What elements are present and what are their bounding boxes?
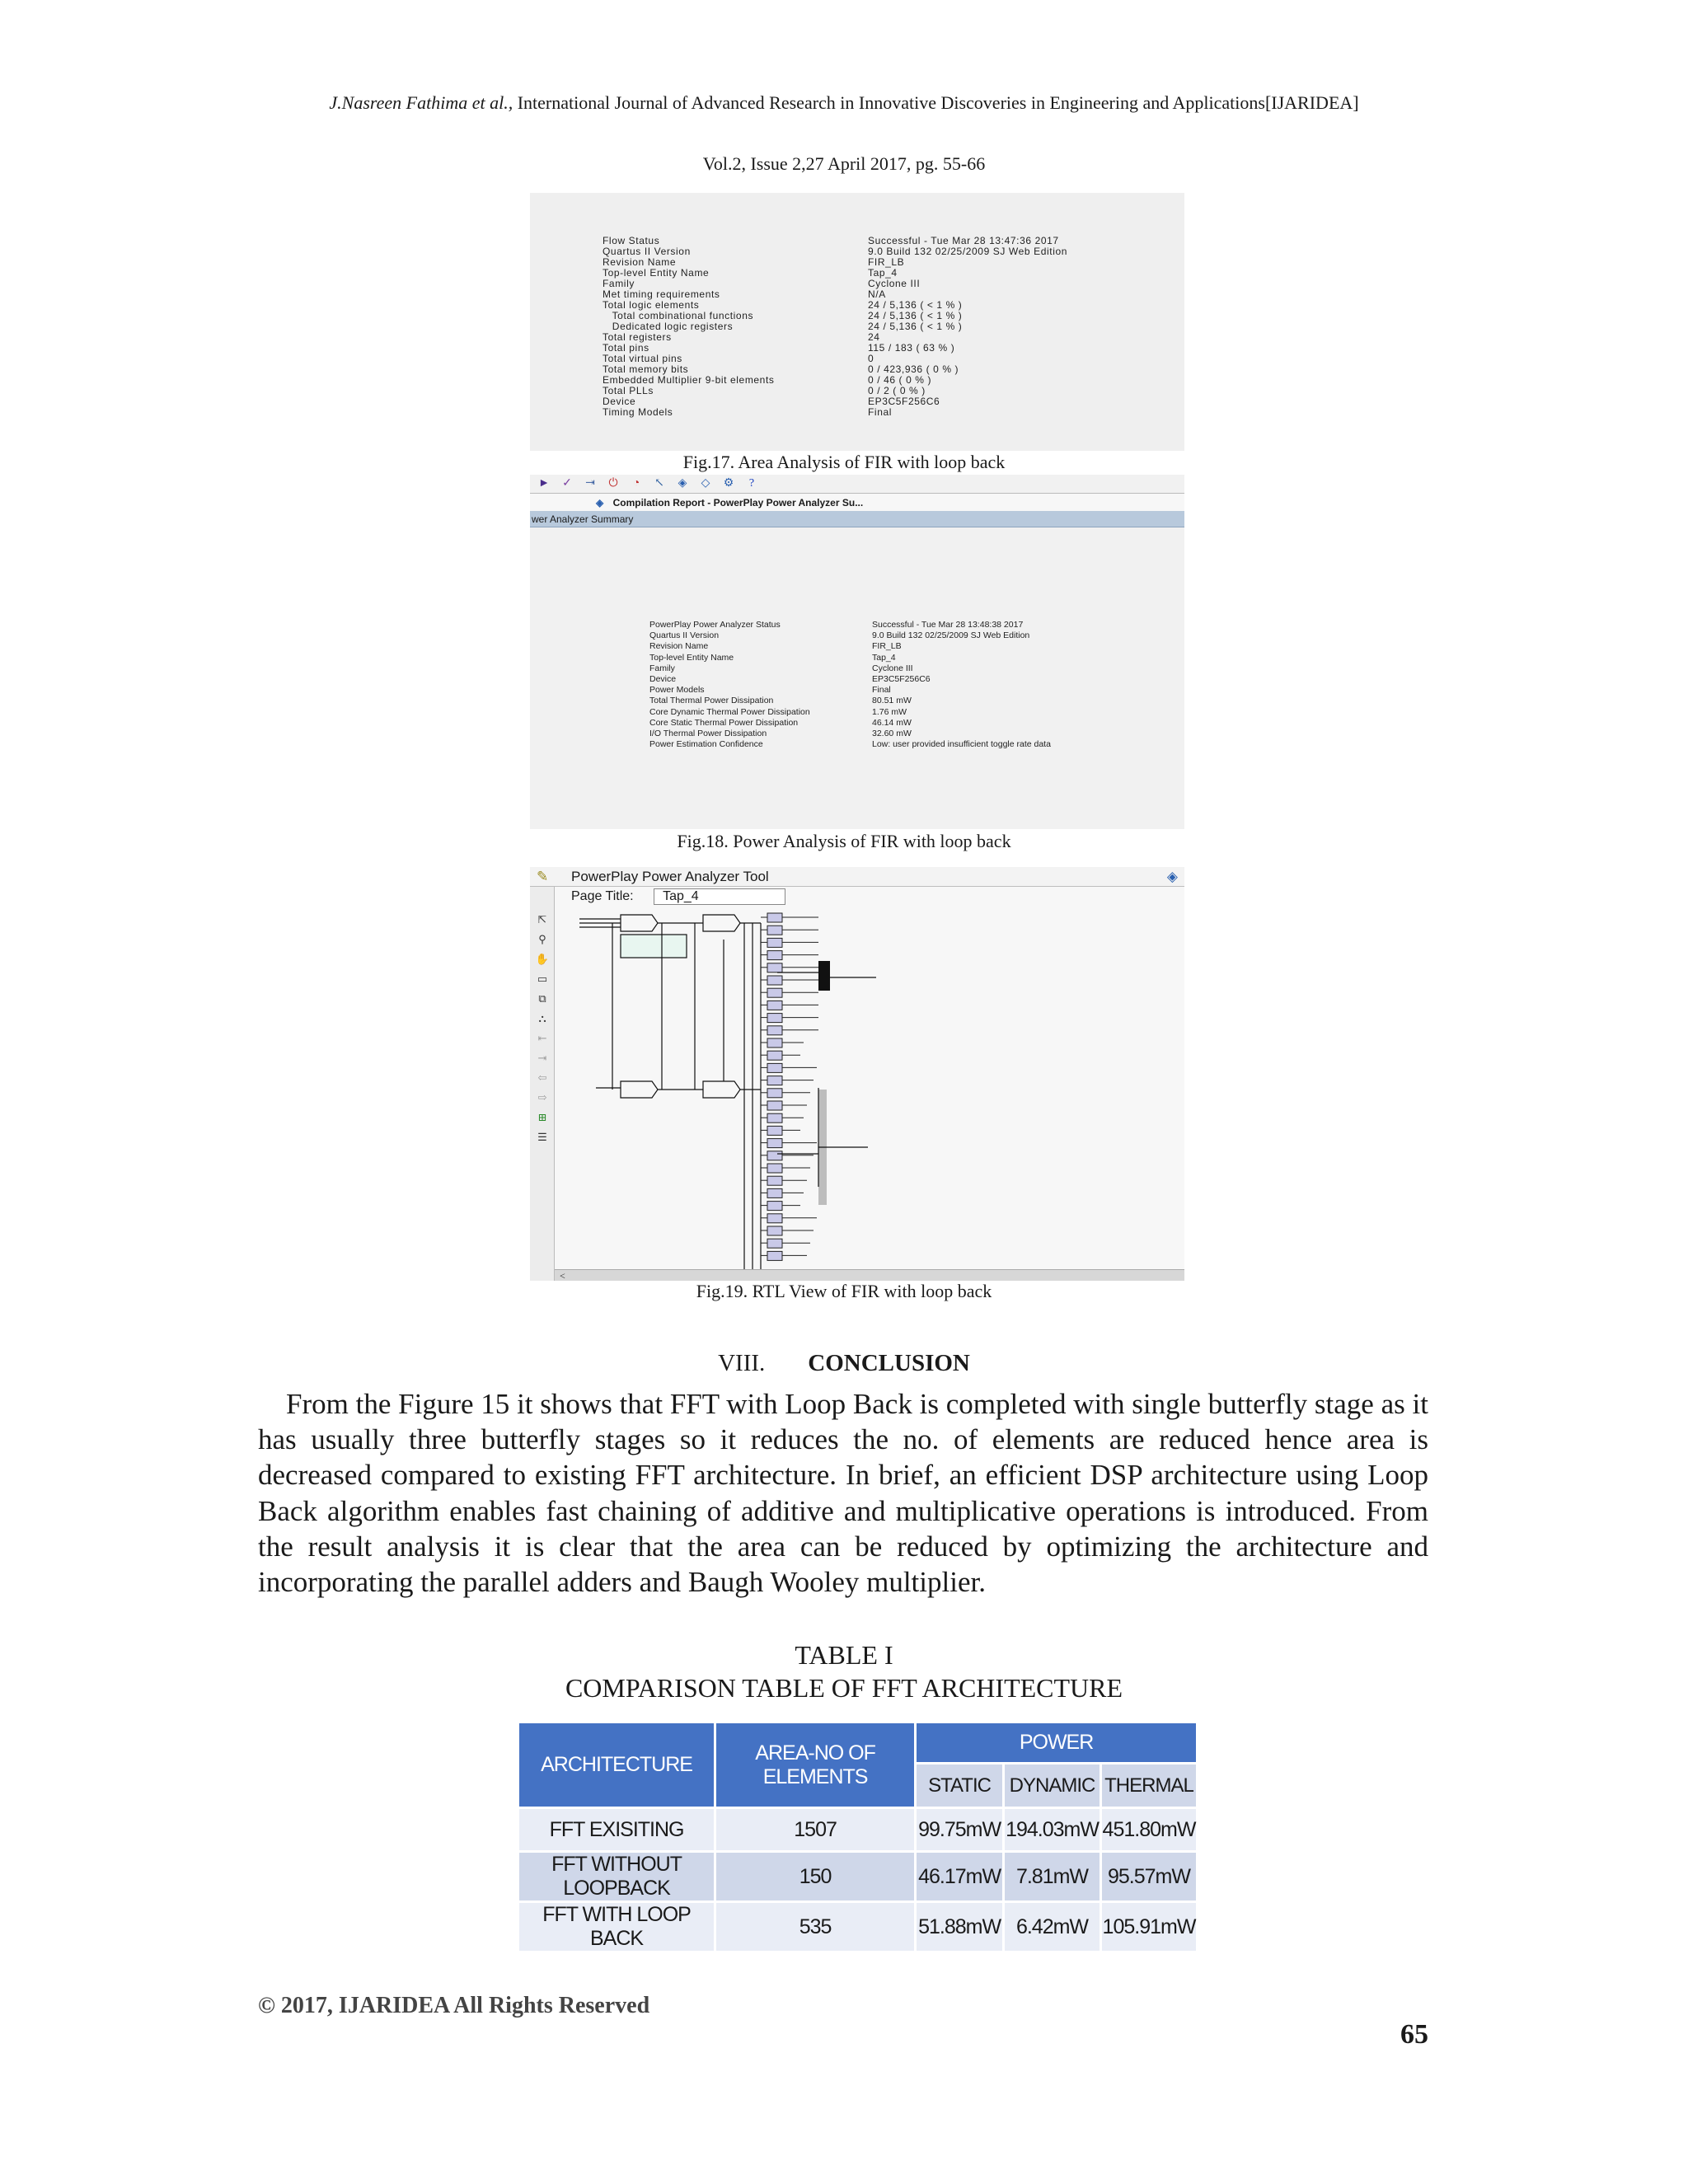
register-block — [767, 1026, 782, 1035]
table-row — [518, 1902, 1198, 1952]
register-block — [767, 1139, 782, 1148]
comparison-table — [517, 1721, 1198, 1953]
chip-icon[interactable]: ◈ — [678, 477, 687, 490]
register-block — [767, 1126, 782, 1135]
report-value: 24 / 5,136 ( < 1 % ) — [868, 321, 963, 332]
cell-area: 535 — [715, 1902, 916, 1952]
report-icon: ◈ — [596, 497, 604, 509]
report-row — [603, 289, 1181, 300]
register-block — [767, 951, 782, 960]
report-row — [649, 729, 1169, 739]
report-key: Device — [603, 396, 636, 407]
forward-icon[interactable]: ⇥ — [537, 1052, 547, 1064]
fig19-caption: Fig.19. RTL View of FIR with loop back — [696, 1281, 992, 1301]
report-row — [603, 311, 1181, 321]
horizontal-scrollbar[interactable] — [555, 1269, 1184, 1281]
table-title: COMPARISON TABLE OF FFT ARCHITECTURE — [565, 1673, 1123, 1703]
report-key: Revision Name — [603, 257, 677, 268]
report-row — [603, 279, 1181, 289]
power-summary-bar: wer Analyzer Summary — [530, 511, 1184, 527]
compilation-report-tab[interactable] — [530, 493, 1184, 511]
cell-area: 150 — [715, 1852, 916, 1902]
register-block — [767, 1151, 782, 1160]
report-key: Power Estimation Confidence — [649, 739, 763, 750]
register-block — [767, 1214, 782, 1223]
table-label: TABLE I — [795, 1640, 893, 1670]
register-column — [761, 913, 818, 1260]
report-value: 32.60 mW — [872, 729, 912, 739]
zoom-tool-icon[interactable]: ⚲ — [538, 933, 546, 945]
adder-block — [621, 1081, 658, 1098]
timer-icon[interactable]: ◔ — [632, 477, 640, 490]
report-value: 115 / 183 ( 63 % ) — [868, 343, 955, 354]
report-key: Quartus II Version — [649, 630, 720, 641]
report-row — [603, 407, 1181, 418]
hand-tool-icon[interactable]: ✋ — [535, 953, 550, 965]
report-value: 46.14 mW — [872, 717, 912, 728]
register-block — [767, 1251, 782, 1260]
report-row — [603, 321, 1181, 332]
cell-thermal: 451.80mW — [1100, 1808, 1197, 1852]
tool-icon[interactable]: ⚙ — [723, 477, 734, 490]
report-value: FIR_LB — [868, 257, 905, 268]
running-header — [247, 91, 1441, 115]
adder-block — [621, 915, 658, 931]
conclusion-paragraph — [258, 1386, 1428, 1600]
report-row — [603, 236, 1181, 246]
report-key: Core Static Thermal Power Dissipation — [649, 717, 799, 728]
check-icon[interactable]: ✓ — [562, 477, 572, 490]
report-value: 9.0 Build 132 02/25/2009 SJ Web Edition — [872, 630, 1030, 641]
register-block — [767, 1239, 782, 1248]
page-title-label: Page Title: — [571, 889, 634, 903]
fig17-area-report — [530, 193, 1184, 451]
tab-label: Compilation Report - PowerPlay Power Analyzer Su... — [612, 497, 864, 509]
pencil-icon: ✎ — [537, 869, 549, 884]
window-icon[interactable]: ⧉ — [538, 992, 546, 1005]
run-icon[interactable]: ► — [538, 477, 550, 490]
report-value: Successful - Tue Mar 28 13:48:38 2017 — [872, 620, 1024, 630]
register-block — [767, 1101, 782, 1110]
report-row — [649, 696, 1169, 706]
register-block — [767, 1063, 782, 1072]
report-value: Cyclone III — [868, 279, 921, 289]
table-row — [518, 1808, 1198, 1852]
cell-architecture: FFT WITH LOOP BACK — [518, 1902, 715, 1952]
header-authors: J.Nasreen Fathima et al., — [329, 92, 513, 113]
cell-dynamic: 194.03mW — [1004, 1808, 1101, 1852]
col-header-static: STATIC — [916, 1764, 1004, 1808]
report-row — [649, 674, 1169, 685]
report-row — [603, 257, 1181, 268]
report-key: Met timing requirements — [603, 289, 720, 300]
report-row — [603, 375, 1181, 386]
report-value: 80.51 mW — [872, 696, 912, 706]
register-block — [767, 913, 782, 922]
report-row — [603, 268, 1181, 279]
cell-thermal: 95.57mW — [1100, 1852, 1197, 1902]
rtl-tool-palette — [530, 887, 555, 1281]
report-row — [649, 685, 1169, 696]
help-icon[interactable]: ? — [748, 477, 755, 490]
hierarchy-icon[interactable]: ⛬ — [538, 1012, 546, 1024]
report-value: 24 — [868, 332, 880, 343]
adder-block — [703, 1081, 740, 1098]
col-header-area: AREA-NO OF ELEMENTS — [715, 1722, 916, 1808]
scroll-left-arrow[interactable]: < — [560, 1270, 565, 1281]
report-value: 1.76 mW — [872, 706, 907, 717]
report-key: Total logic elements — [603, 300, 700, 311]
report-row — [603, 300, 1181, 311]
table-caption — [0, 1638, 1688, 1704]
report-row — [603, 343, 1181, 354]
fig17-summary-table — [603, 236, 1181, 418]
section-title: CONCLUSION — [808, 1350, 970, 1376]
report-key: Total registers — [603, 332, 672, 343]
fig18-power-report — [530, 475, 1184, 829]
report-row — [603, 396, 1181, 407]
report-row — [603, 386, 1181, 396]
report-key: I/O Thermal Power Dissipation — [649, 729, 767, 739]
report-row — [603, 332, 1181, 343]
page-number: 65 — [1400, 2019, 1428, 2050]
report-row — [649, 663, 1169, 674]
register-block — [767, 1076, 782, 1085]
register-block — [767, 1164, 782, 1173]
section-heading — [0, 1350, 1688, 1377]
register-block — [767, 1051, 782, 1060]
programmer-icon[interactable]: ◇ — [701, 477, 710, 490]
next-icon[interactable]: ⇨ — [537, 1091, 547, 1104]
col-header-power: POWER — [916, 1722, 1198, 1764]
report-value: FIR_LB — [872, 641, 902, 652]
prev-icon[interactable]: ⇦ — [537, 1071, 547, 1084]
report-value: Tap_4 — [868, 268, 898, 279]
report-row — [603, 354, 1181, 364]
report-row — [649, 630, 1169, 641]
register-block — [767, 1014, 782, 1023]
report-value: 9.0 Build 132 02/25/2009 SJ Web Edition — [868, 246, 1068, 257]
report-value: Successful - Tue Mar 28 13:47:36 2017 — [868, 236, 1059, 246]
report-row — [649, 718, 1169, 729]
cell-area: 1507 — [715, 1808, 916, 1852]
report-value: 0 / 423,936 ( 0 % ) — [868, 364, 959, 375]
cell-architecture: FFT EXISITING — [518, 1808, 715, 1852]
cell-thermal: 105.91mW — [1100, 1902, 1197, 1952]
list-icon[interactable]: ☰ — [537, 1131, 547, 1143]
report-key: Power Models — [649, 685, 705, 696]
report-value: Tap_4 — [872, 652, 896, 663]
report-value: 0 — [868, 354, 874, 364]
report-row — [603, 364, 1181, 375]
paragraph-text: From the Figure 15 it shows that FFT with Loop Back is completed with single butterfly stage as it has usually three butterfly stages so it reduces the no. of elements are reduced hence area is decreased compared to existing FFT architecture. In brief, an efficient DSP architecture using Loop Back algorithm enables fast chaining of additive and multiplicative operations is introduced. From the result analysis it is clear that the area can be reduced by optimizing the architecture and incorporating the parallel adders and Baugh Wooley multiplier. — [258, 1388, 1428, 1599]
fig18-toolbar — [530, 475, 1184, 493]
cell-architecture: FFT WITHOUT LOOPBACK — [518, 1852, 715, 1902]
register-block — [767, 1038, 782, 1047]
register-block — [767, 1113, 782, 1122]
section-number: VIII. — [718, 1350, 766, 1376]
report-key: Flow Status — [603, 236, 660, 246]
register-block — [767, 1089, 782, 1098]
fig19-rtl-view — [530, 867, 1184, 1281]
cell-static: 99.75mW — [916, 1808, 1004, 1852]
pointer-icon[interactable]: ↖ — [654, 477, 664, 490]
register-block — [767, 1202, 782, 1211]
page-title-row — [555, 887, 1184, 907]
register-block — [767, 938, 782, 947]
register-block — [767, 1226, 782, 1235]
report-key: Total Thermal Power Dissipation — [649, 696, 774, 706]
header-journal: International Journal of Advanced Research in Innovative Discoveries in Engineering and Applications[IJARIDEA] — [517, 92, 1359, 113]
power-icon[interactable]: ⏻ — [608, 477, 618, 490]
report-key: Core Dynamic Thermal Power Dissipation — [649, 706, 810, 717]
report-value: 24 / 5,136 ( < 1 % ) — [868, 311, 963, 321]
register-block — [767, 1188, 782, 1197]
report-key: Embedded Multiplier 9-bit elements — [603, 375, 775, 386]
register-block — [767, 926, 782, 935]
fig18-summary-table — [649, 620, 1169, 750]
report-value: EP3C5F256C6 — [868, 396, 940, 407]
memory-block — [621, 935, 687, 958]
fig18-caption: Fig.18. Power Analysis of FIR with loop back — [677, 831, 1011, 851]
report-key: Total PLLs — [603, 386, 654, 396]
report-key: Dedicated logic registers — [603, 321, 734, 332]
report-value: 0 / 46 ( 0 % ) — [868, 375, 932, 386]
register-block — [767, 988, 782, 997]
register-block — [767, 963, 782, 972]
register-block — [767, 1001, 782, 1010]
report-key: PowerPlay Power Analyzer Status — [649, 620, 781, 630]
cell-static: 46.17mW — [916, 1852, 1004, 1902]
report-key: Timing Models — [603, 407, 673, 418]
back-icon[interactable]: ⇤ — [537, 1032, 547, 1044]
report-key: Total pins — [603, 343, 649, 354]
report-key: Revision Name — [649, 641, 709, 652]
adder-block — [703, 915, 740, 931]
col-header-thermal: THERMAL — [1100, 1764, 1197, 1808]
report-key: Top-level Entity Name — [603, 268, 710, 279]
register-block — [767, 1176, 782, 1185]
table-row — [518, 1852, 1198, 1902]
register-block — [767, 976, 782, 985]
fig17-caption: Fig.17. Area Analysis of FIR with loop back — [682, 452, 1006, 472]
report-value: 24 / 5,136 ( < 1 % ) — [868, 300, 963, 311]
page-title-field[interactable]: Tap_4 — [654, 888, 785, 905]
report-row — [649, 641, 1169, 652]
report-key: Total virtual pins — [603, 354, 682, 364]
analyze-icon[interactable]: ⇥ — [585, 477, 595, 490]
report-value: 0 / 2 ( 0 % ) — [868, 386, 926, 396]
header-volume: Vol.2, Issue 2,27 April 2017, pg. 55-66 — [702, 153, 986, 174]
report-value: N/A — [868, 289, 886, 300]
report-key: Top-level Entity Name — [649, 652, 734, 663]
col-header-architecture: ARCHITECTURE — [518, 1722, 715, 1808]
copyright-footer: © 2017, IJARIDEA All Rights Reserved — [258, 1993, 650, 2018]
report-row — [603, 246, 1181, 257]
rtl-schematic — [555, 907, 1184, 1269]
select-tool-icon[interactable]: ⇱ — [537, 913, 547, 926]
powerplay-title-bar — [530, 867, 1184, 887]
report-key: Family — [603, 279, 635, 289]
netlist-icon[interactable]: ⊞ — [537, 1111, 547, 1123]
report-value: Final — [868, 407, 893, 418]
window-pin-icon[interactable]: ◈ — [1166, 869, 1178, 884]
report-row — [649, 653, 1169, 663]
rtl-schematic-canvas[interactable] — [555, 907, 1184, 1269]
window-title: PowerPlay Power Analyzer Tool — [571, 869, 769, 884]
fit-icon[interactable]: ▭ — [537, 972, 548, 985]
report-key: Quartus II Version — [603, 246, 691, 257]
col-header-dynamic: DYNAMIC — [1004, 1764, 1101, 1808]
report-row — [649, 620, 1169, 630]
report-key: Total combinational functions — [603, 311, 754, 321]
report-value: EP3C5F256C6 — [872, 674, 931, 685]
cell-dynamic: 7.81mW — [1004, 1852, 1101, 1902]
report-key: Total memory bits — [603, 364, 689, 375]
report-key: Family — [649, 663, 675, 673]
cell-static: 51.88mW — [916, 1902, 1004, 1952]
cell-dynamic: 6.42mW — [1004, 1902, 1101, 1952]
report-row — [649, 739, 1169, 750]
report-value: Final — [872, 685, 891, 696]
report-value: Low: user provided insufficient toggle rate data — [872, 739, 1051, 750]
report-value: Cyclone III — [872, 663, 913, 673]
report-row — [649, 707, 1169, 718]
report-key: Device — [649, 674, 677, 685]
